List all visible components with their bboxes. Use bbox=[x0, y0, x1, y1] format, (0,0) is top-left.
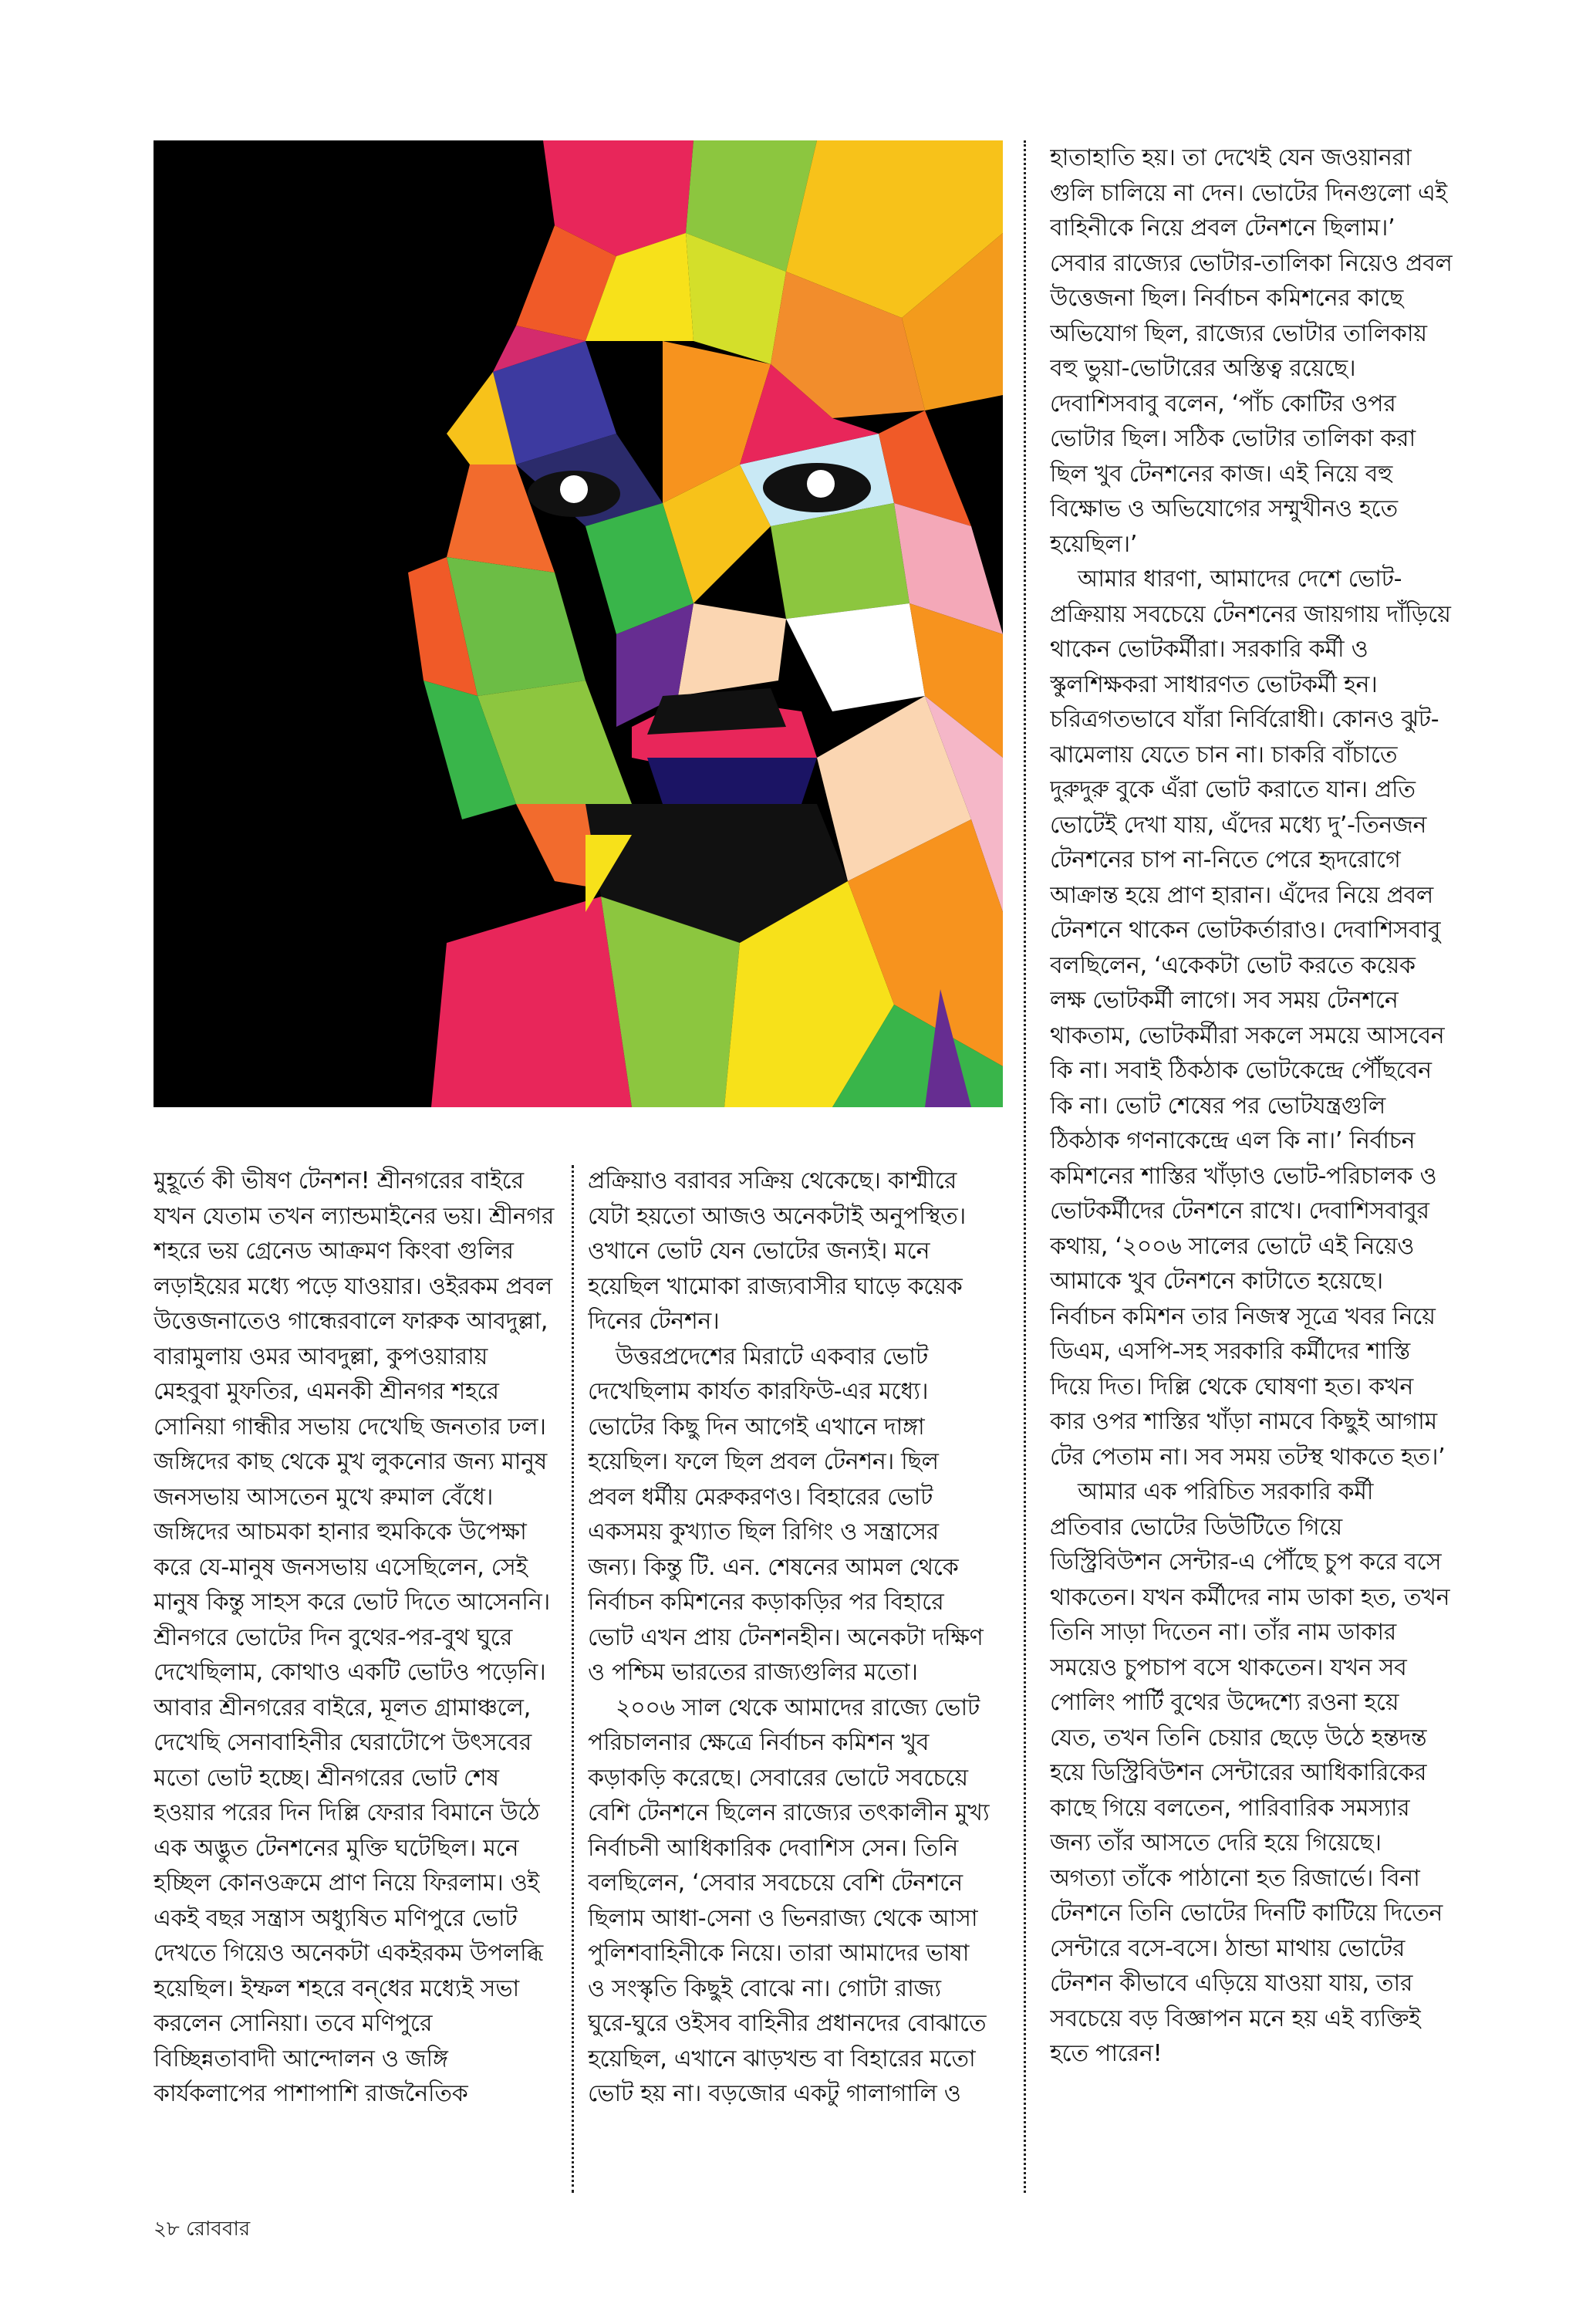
paragraph: উত্তরপ্রদেশের মিরাটে একবার ভোট দেখেছিলাম কার্যত কারফিউ-এর মধ্যে। ভোটের কিছু দিন আগেই এখানে দাঙ্গা হয়েছিল। ফলে ছিল প্রবল টেনশন। ছিল প্রবল ধর্মীয় মেরুকরণও। বিহারের ভোট একসময় কুখ্যাত ছিল রিগিং ও সন্ত্রাসের জন্য। কিন্তু টি. এন. শেষনের আমল থেকে নির্বাচন কমিশনের কড়াকড়ির পর বিহারে ভোট এখন প্রায় টেনশনহীন। অনেকটা দক্ষিণ ও পশ্চিম ভারতের রাজ্যগুলির মতো। bbox=[588, 1343, 984, 1686]
abstract-polygon-portrait-icon bbox=[154, 140, 1003, 1107]
paragraph: প্রক্রিয়াও বরাবর সক্রিয় থেকেছে। কাশ্মীরে যেটা হয়তো আজও অনেকটাই অনুপস্থিত। ওখানে ভোট যেন ভোটের জন্যই। মনে হয়েছিল খামোকা রাজ্যবাসীর ঘাড়ে কয়েক দিনের টেনশন। bbox=[588, 1167, 966, 1335]
column-divider bbox=[572, 1165, 574, 2193]
column-divider bbox=[1024, 140, 1026, 2193]
paragraph: ২০০৬ সাল থেকে আমাদের রাজ্যে ভোট পরিচালনার ক্ষেত্রে নির্বাচন কমিশন খুব কড়াকড়ি করেছে। সেবারের ভোটে সবচেয়ে বেশি টেনশনে ছিলেন রাজ্যের তৎকালীন মুখ্য নির্বাচনী আধিকারিক দেবাশিস সেন। তিনি বলছিলেন, ‘সেবার সবচেয়ে বেশি টেনশনে ছিলাম আধা-সেনা ও ভিনরাজ্য থেকে আসা পুলিশবাহিনীকে নিয়ে। তারা আমাদের ভাষা ও সংস্কৃতি কিছুই বোঝে না। গোটা রাজ্য ঘুরে-ঘুরে ওইসব বাহিনীর প্রধানদের বোঝাতে হয়েছিল, এখানে ঝাড়খন্ড বা বিহারের মতো ভোট হয় না। বড়জোর একটু গালাগালি ও bbox=[588, 1694, 990, 2107]
article-column-1 bbox=[154, 1164, 556, 2194]
portrait-artwork bbox=[154, 140, 1003, 1107]
paragraph: আমার ধারণা, আমাদের দেশে ভোট-প্রক্রিয়ায় সবচেয়ে টেনশনের জায়গায় দাঁড়িয়ে থাকেন ভোটকর্মীরা। সরকারি কর্মী ও স্কুলশিক্ষকরা সাধারণত ভোটকর্মী হন। চরিত্রগতভাবে যাঁরা নির্বিরোধী। কোনও ঝুট-ঝামেলায় যেতে চান না। চাকরি বাঁচাতে দুরুদুরু বুকে এঁরা ভোট করাতে যান। প্রতি ভোটেই দেখা যায়, এঁদের মধ্যে দু’-তিনজন টেনশনের চাপ না-নিতে পেরে হৃদরোগে আক্রান্ত হয়ে প্রাণ হারান। এঁদের নিয়ে প্রবল টেনশনে থাকেন ভোটকর্তারাও। দেবাশিসবাবু বলছিলেন, ‘একেকটা ভোট করতে কয়েক লক্ষ ভোটকর্মী লাগে। সব সময় টেনশনে থাকতাম, ভোটকর্মীরা সকলে সময়ে আসবেন কি না। সবাই ঠিকঠাক ভোটকেন্দ্রে পৌঁছবেন কি না। ভোট শেষের পর ভোটযন্ত্রগুলি ঠিকঠাক গণনাকেন্দ্রে এল কি না।’ নির্বাচন কমিশনের শাস্তির খাঁড়াও ভোট-পরিচালক ও ভোটকর্মীদের টেনশনে রাখে। দেবাশিসবাবুর কথায়, ‘২০০৬ সালের ভোটে এই নিয়েও আমাকে খুব টেনশনে কাটাতে হয়েছে। নির্বাচন কমিশন তার নিজস্ব সূত্রে খবর নিয়ে ডিএম, এসপি-সহ সরকারি কর্মীদের শাস্তি দিয়ে দিত। দিল্লি থেকে ঘোষণা হত। কখন কার ওপর শাস্তির খাঁড়া নামবে কিছুই আগাম টের পেতাম না। সব সময় তটস্থ থাকতে হত।’ bbox=[1050, 566, 1451, 1471]
paragraph: আমার এক পরিচিত সরকারি কর্মী প্রতিবার ভোটের ডিউটিতে গিয়ে ডিস্ট্রিবিউশন সেন্টার-এ পৌঁছে চুপ করে বসে থাকতেন। যখন কর্মীদের নাম ডাকা হত, তখন তিনি সাড়া দিতেন না। তাঁর নাম ডাকার সময়েও চুপচাপ বসে থাকতেন। যখন সব পোলিং পার্টি বুথের উদ্দেশ্যে রওনা হয়ে যেত, তখন তিনি চেয়ার ছেড়ে উঠে হন্তদন্ত হয়ে ডিস্ট্রিবিউশন সেন্টারের আধিকারিকের কাছে গিয়ে বলতেন, পারিবারিক সমস্যার জন্য তাঁর আসতে দেরি হয়ে গিয়েছে। অগত্যা তাঁকে পাঠানো হত রিজার্ভে। বিনা টেনশনে তিনি ভোটের দিনটি কাটিয়ে দিতেন সেন্টারে বসে-বসে। ঠান্ডা মাথায় ভোটের টেনশন কীভাবে এড়িয়ে যাওয়া যায়, তার সবচেয়ে বড় বিজ্ঞাপন মনে হয় এই ব্যক্তিই হতে পারেন! bbox=[1050, 1478, 1450, 2067]
page-footer: ২৮ রোববার bbox=[154, 2218, 251, 2241]
paragraph: মুহূর্তে কী ভীষণ টেনশন! শ্রীনগরের বাইরে যখন যেতাম তখন ল্যান্ডমাইনের ভয়। শ্রীনগর শহরে ভয় গ্রেনেড আক্রমণ কিংবা গুলির লড়াইয়ের মধ্যে পড়ে যাওয়ার। ওইরকম প্রবল উত্তেজনাতেও গান্ধেরবালে ফারুক আবদুল্লা, বারামুলায় ওমর আবদুল্লা, কুপওয়ারায় মেহবুবা মুফতির, এমনকী শ্রীনগর শহরে সোনিয়া গান্ধীর সভায় দেখেছি জনতার ঢল। জঙ্গিদের কাছ থেকে মুখ লুকনোর জন্য মানুষ জনসভায় আসতেন মুখে রুমাল বেঁধে। জঙ্গিদের আচমকা হানার হুমকিকে উপেক্ষা করে যে-মানুষ জনসভায় এসেছিলেন, সেই মানুষ কিন্তু সাহস করে ভোট দিতে আসেননি। শ্রীনগরে ভোটের দিন বুথের-পর-বুথ ঘুরে দেখেছিলাম, কোথাও একটি ভোটও পড়েনি। আবার শ্রীনগরের বাইরে, মূলত গ্রামাঞ্চলে, দেখেছি সেনাবাহিনীর ঘেরাটোপে উৎসবের মতো ভোট হচ্ছে। শ্রীনগরের ভোট শেষ হওয়ার পরের দিন দিল্লি ফেরার বিমানে উঠে এক অদ্ভুত টেনশনের মুক্তি ঘটেছিল। মনে হচ্ছিল কোনওক্রমে প্রাণ নিয়ে ফিরলাম। ওই একই বছর সন্ত্রাস অধ্যুষিত মণিপুরে ভোট দেখতে গিয়েও অনেকটা একইরকম উপলব্ধি হয়েছিল। ইম্ফল শহরে বন্‌ধের মধ্যেই সভা করলেন সোনিয়া। তবে মণিপুরে বিচ্ছিন্নতাবাদী আন্দোলন ও জঙ্গি কার্যকলাপের পাশাপাশি রাজনৈতিক bbox=[154, 1167, 555, 2107]
article-column-3 bbox=[1050, 140, 1453, 2197]
article-column-2 bbox=[588, 1164, 990, 2194]
paragraph: হাতাহাতি হয়। তা দেখেই যেন জওয়ানরা গুলি চালিয়ে না দেন। ভোটের দিনগুলো এই বাহিনীকে নিয়ে প্রবল টেনশনে ছিলাম।’ সেবার রাজ্যের ভোটার-তালিকা নিয়েও প্রবল উত্তেজনা ছিল। নির্বাচন কমিশনের কাছে অভিযোগ ছিল, রাজ্যের ভোটার তালিকায় বহু ভুয়া-ভোটারের অস্তিত্ব রয়েছে। দেবাশিসবাবু বলেন, ‘পাঁচ কোটির ওপর ভোটার ছিল। সঠিক ভোটার তালিকা করা ছিল খুব টেনশনের কাজ। এই নিয়ে বহু বিক্ষোভ ও অভিযোগের সম্মুখীনও হতে হয়েছিল।’ bbox=[1050, 144, 1453, 558]
